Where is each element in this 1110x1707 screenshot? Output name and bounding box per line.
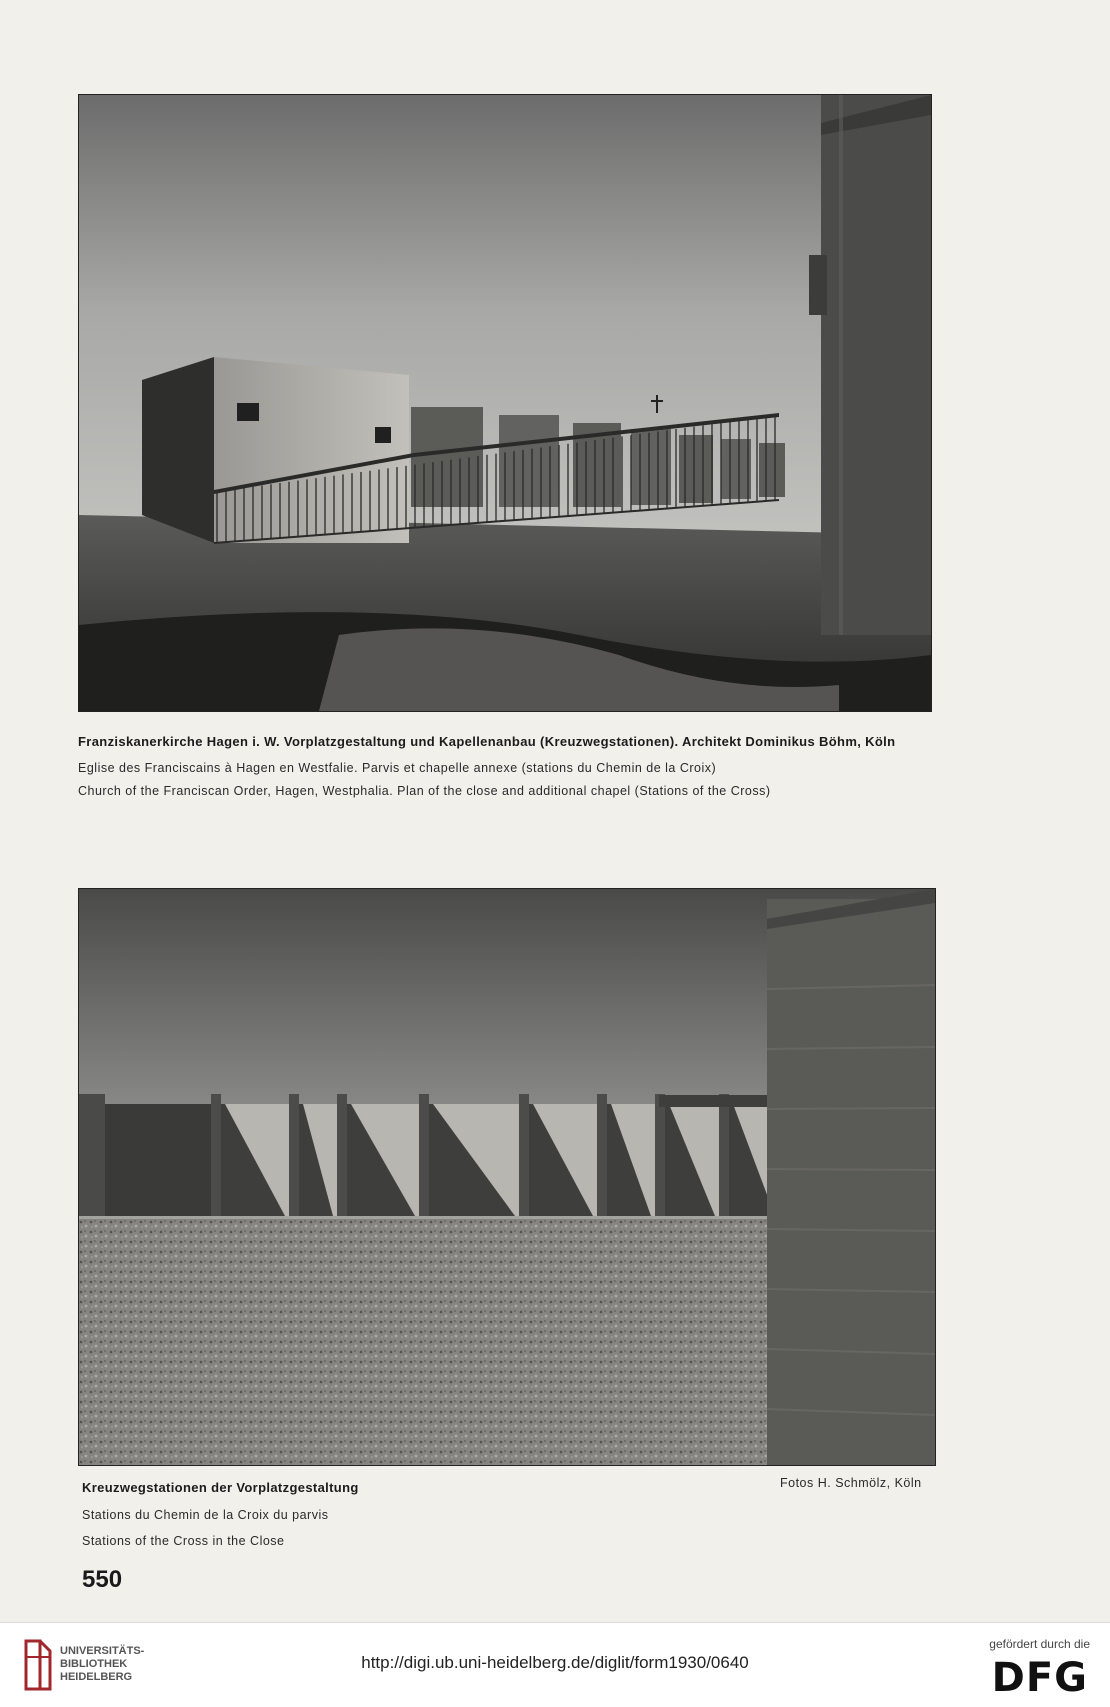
figure2-caption-en: Stations of the Cross in the Close — [82, 1534, 285, 1548]
library-line2: BIBLIOTHEK — [60, 1658, 128, 1670]
sponsor-label: gefördert durch die — [989, 1637, 1090, 1651]
figure1-caption-de: Franziskanerkirche Hagen i. W. Vorplatzgestaltung und Kapellenanbau (Kreuzwegstationen). Architekt Dominikus Böhm, Köln — [78, 734, 896, 749]
figure2-caption-de: Kreuzwegstationen der Vorplatzgestaltung — [82, 1480, 359, 1495]
photo-church-forecourt-image — [79, 95, 931, 711]
figure1-caption-en: Church of the Franciscan Order, Hagen, Westphalia. Plan of the close and additional chapel (Stations of the Cross) — [78, 784, 771, 798]
figure1-caption-fr: Eglise des Franciscains à Hagen en Westfalie. Parvis et chapelle annexe (stations du Chemin de la Croix) — [78, 761, 717, 775]
digital-library-footer — [0, 1622, 1110, 1707]
library-line3: HEIDELBERG — [60, 1671, 133, 1683]
source-url-link[interactable]: http://digi.ub.uni-heidelberg.de/diglit/form1930/0640 — [361, 1653, 749, 1672]
photo-church-forecourt — [78, 94, 932, 712]
library-line1: UNIVERSITÄTS- — [60, 1645, 145, 1657]
dfg-logo[interactable]: DFG — [991, 1655, 1088, 1701]
photo-stations-of-the-cross — [78, 888, 936, 1466]
figure2-caption-fr: Stations du Chemin de la Croix du parvis — [82, 1508, 329, 1522]
photo-credit: Fotos H. Schmölz, Köln — [780, 1476, 922, 1490]
photo-stations-of-the-cross-image — [79, 889, 935, 1465]
page-number: 550 — [82, 1566, 123, 1593]
